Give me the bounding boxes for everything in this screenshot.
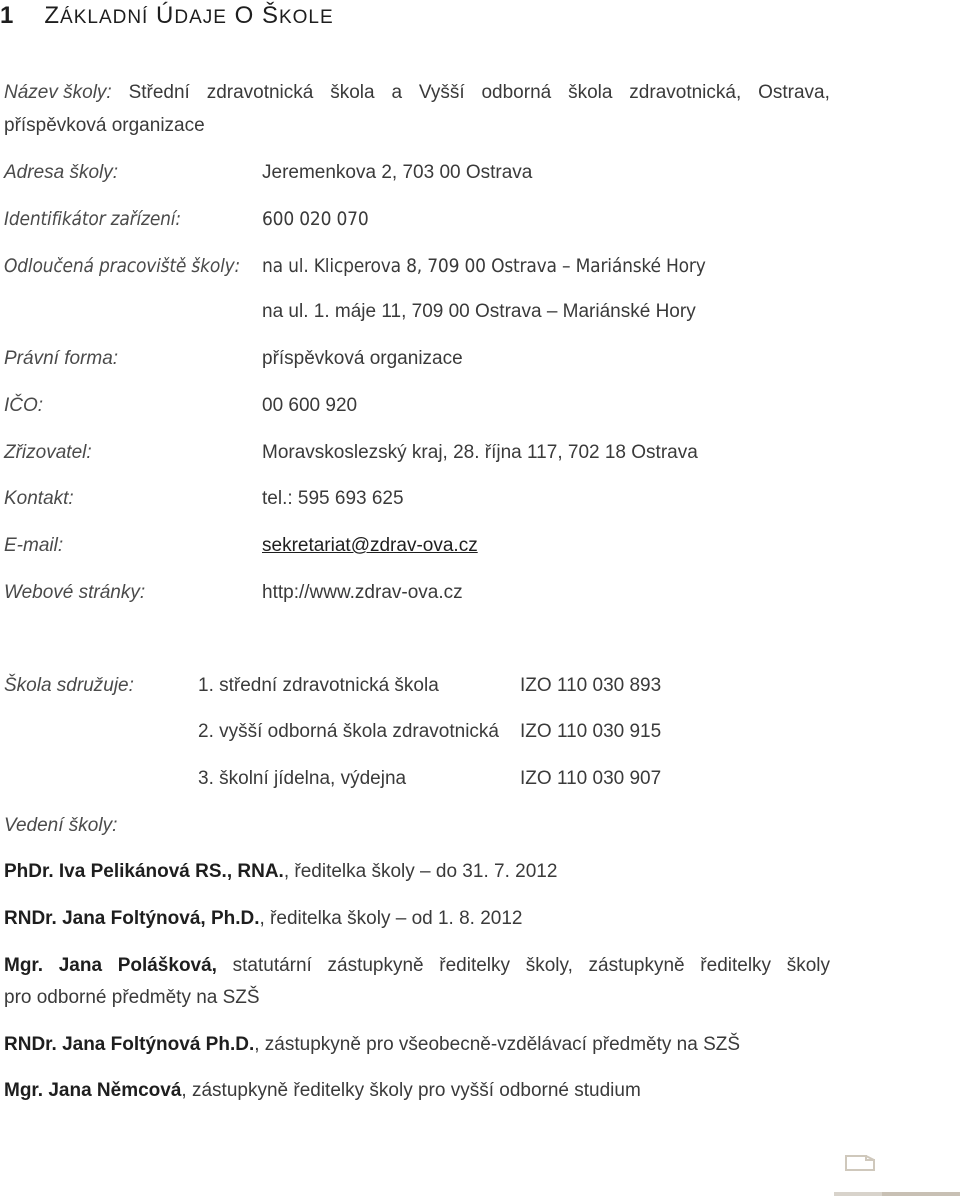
footer-rule-accent (882, 1192, 960, 1196)
school-name-word: Ostrava, (758, 82, 830, 103)
web-label: Webové stránky: (4, 582, 146, 603)
founder-label: Zřizovatel: (4, 442, 92, 463)
address-value: Jeremenkova 2, 703 00 Ostrava (262, 162, 533, 183)
ico-label: IČO: (4, 395, 44, 416)
management-label: Vedení školy: (4, 815, 118, 836)
contact-value: tel.: 595 693 625 (262, 488, 404, 509)
school-name-label: Název školy: (4, 82, 112, 103)
identifier-value: 600 020 070 (262, 208, 369, 230)
person-role-word: ředitelky (700, 955, 772, 976)
person-role-word: zástupkyně (327, 955, 424, 976)
contact-label: Kontakt: (4, 488, 74, 509)
person-name-word: Mgr. (4, 955, 44, 976)
unit-name: 3. školní jídelna, výdejna (198, 768, 407, 789)
address-label: Adresa školy: (4, 162, 119, 183)
page-turn-icon (844, 1150, 878, 1174)
person-role-word: ředitelky (439, 955, 511, 976)
unit-name: 1. střední zdravotnická škola (198, 675, 439, 696)
identifier-label: Identifikátor zařízení: (4, 208, 181, 230)
school-name-word: Střední (128, 82, 190, 103)
school-name-line-2: příspěvková organizace (4, 115, 205, 136)
person-role-word: statutární (232, 955, 312, 976)
branch-value-2: na ul. 1. máje 11, 709 00 Ostrava – Mariánské Hory (262, 301, 696, 322)
school-name-word: zdravotnická (206, 82, 314, 103)
management-entry-1 (4, 861, 557, 883)
school-name-line-1 (4, 82, 830, 104)
branches-label: Odloučená pracoviště školy: (4, 255, 241, 277)
unit-name: 2. vyšší odborná škola zdravotnická (198, 721, 499, 742)
person-name: RNDr. Jana Foltýnová, Ph.D. (4, 908, 260, 929)
unit-izo: IZO 110 030 893 (520, 675, 662, 696)
school-name-word: škola (330, 82, 375, 103)
legal-form-value: příspěvková organizace (262, 348, 463, 369)
school-name-word: zdravotnická, (629, 82, 742, 103)
person-name-word: Jana (58, 955, 103, 976)
section-number: 1 (0, 2, 15, 29)
section-heading (0, 2, 334, 30)
person-name: RNDr. Jana Foltýnová Ph.D. (4, 1034, 255, 1055)
person-name-word: Polášková, (117, 955, 217, 976)
school-name-word: a (391, 82, 403, 103)
management-entry-2 (4, 908, 523, 930)
person-role-word: školy, (525, 955, 573, 976)
branch-value-1: na ul. Klicperova 8, 709 00 Ostrava – Mariánské Hory (262, 255, 706, 277)
email-link[interactable]: sekretariat@zdrav-ova.cz (262, 535, 478, 556)
founder-value: Moravskoslezský kraj, 28. října 117, 702 18 Ostrava (262, 442, 698, 463)
school-name-word: Vyšší (418, 82, 465, 103)
legal-form-label: Právní forma: (4, 348, 119, 369)
ico-value: 00 600 920 (262, 395, 358, 416)
management-entry-4 (4, 1034, 740, 1056)
section-title: ZÁKLADNÍ ÚDAJE O ŠKOLE (44, 2, 334, 29)
web-link[interactable]: http://www.zdrav-ova.cz (262, 582, 463, 603)
units-label: Škola sdružuje: (4, 675, 134, 696)
school-name-word: odborná (481, 82, 552, 103)
person-role-word: zástupkyně (588, 955, 685, 976)
person-name: PhDr. Iva Pelikánová RS., RNA. (4, 861, 284, 882)
email-label: E-mail: (4, 535, 64, 556)
management-entry-5 (4, 1080, 641, 1102)
person-role: , ředitelka školy – od 1. 8. 2012 (259, 908, 523, 929)
person-role-word: školy (786, 955, 830, 976)
management-entry-3-line-2: pro odborné předměty na SZŠ (4, 987, 260, 1008)
person-role: , ředitelka školy – do 31. 7. 2012 (283, 861, 558, 882)
person-name: Mgr. Jana Němcová (4, 1080, 182, 1101)
unit-izo: IZO 110 030 907 (520, 768, 662, 789)
management-entry-3-line-1 (4, 955, 830, 977)
unit-izo: IZO 110 030 915 (520, 721, 662, 742)
school-name-word: škola (568, 82, 613, 103)
person-role: , zástupkyně pro všeobecně-vzdělávací předměty na SZŠ (254, 1034, 741, 1055)
person-role: , zástupkyně ředitelky školy pro vyšší odborné studium (181, 1080, 641, 1101)
